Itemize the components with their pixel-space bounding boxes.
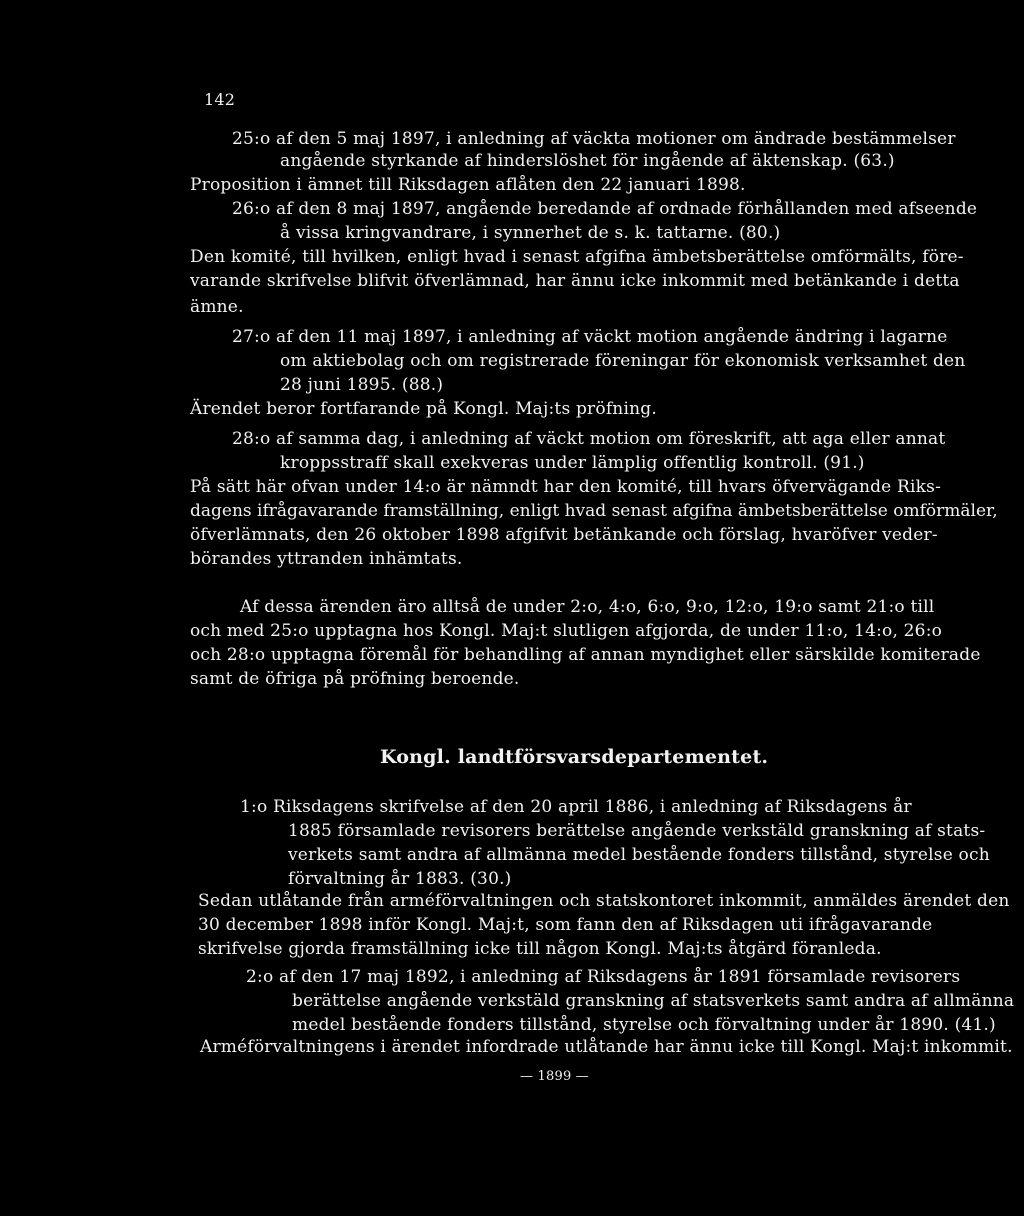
item-26-note-line-2: varande skrifvelse blifvit öfverlämnad, har ännu icke inkommit med betänkande i detta bbox=[190, 271, 960, 291]
section-item-1-line-3: verkets samt andra af allmänna medel bestående fonders tillstånd, styrelse och bbox=[288, 845, 990, 865]
summary-line-4: samt de öfriga på pröfning beroende. bbox=[190, 669, 520, 689]
page-number: 142 bbox=[204, 90, 236, 109]
item-27-line-1: 27:o af den 11 maj 1897, i anledning af väckt motion angående ändring i lagarne bbox=[232, 327, 948, 347]
summary-line-3: och 28:o upptagna föremål för behandling af annan myndighet eller särskilde komiterade bbox=[190, 645, 981, 665]
item-28-line-2: kroppsstraff skall exekveras under lämplig offentlig kontroll. (91.) bbox=[280, 453, 865, 473]
section-item-1-line-1: 1:o Riksdagens skrifvelse af den 20 april 1886, i anledning af Riksdagens år bbox=[240, 797, 912, 817]
item-26-line-2: å vissa kringvandrare, i synnerhet de s. k. tattarne. (80.) bbox=[280, 223, 781, 243]
section-item-1-note-line-3: skrifvelse gjorda framställning icke till någon Kongl. Maj:ts åtgärd föranleda. bbox=[198, 939, 882, 959]
item-26-line-1: 26:o af den 8 maj 1897, angående beredande af ordnade förhållanden med afseende bbox=[232, 199, 978, 219]
footer-year: — 1899 — bbox=[520, 1069, 589, 1084]
summary-line-2: och med 25:o upptagna hos Kongl. Maj:t slutligen afgjorda, de under 11:o, 14:o, 26:o bbox=[190, 621, 943, 641]
section-item-1-note-line-1: Sedan utlåtande från arméförvaltningen och statskontoret inkommit, anmäldes ärendet den bbox=[198, 891, 1010, 911]
section-item-1-line-2: 1885 församlade revisorers berättelse angående verkstäld granskning af stats- bbox=[288, 821, 986, 841]
section-item-1-line-4: förvaltning år 1883. (30.) bbox=[288, 869, 512, 889]
section-item-2-line-3: medel bestående fonders tillstånd, styrelse och förvaltning under år 1890. (41.) bbox=[292, 1015, 996, 1035]
item-28-line-1: 28:o af samma dag, i anledning af väckt motion om föreskrift, att aga eller annat bbox=[232, 429, 946, 449]
item-28-note-line-2: dagens ifrågavarande framställning, enligt hvad senast afgifna ämbetsberättelse omförmäler, bbox=[190, 501, 998, 521]
item-27-line-2: om aktiebolag och om registrerade föreningar för ekonomisk verksamhet den bbox=[280, 351, 966, 371]
item-28-note-line-3: öfverlämnats, den 26 oktober 1898 afgifvit betänkande och förslag, hvaröfver veder- bbox=[190, 525, 938, 545]
item-28-note-line-4: börandes yttranden inhämtats. bbox=[190, 549, 463, 569]
item-25-line-1: 25:o af den 5 maj 1897, i anledning af väckta motioner om ändrade bestämmelser bbox=[232, 129, 956, 149]
item-27-note: Ärendet beror fortfarande på Kongl. Maj:ts pröfning. bbox=[190, 399, 657, 419]
item-27-line-3: 28 juni 1895. (88.) bbox=[280, 375, 444, 395]
section-item-2-line-2: berättelse angående verkstäld granskning af statsverkets samt andra af allmänna bbox=[292, 991, 1015, 1011]
section-item-1-note-line-2: 30 december 1898 inför Kongl. Maj:t, som fann den af Riksdagen uti ifrågavarande bbox=[198, 915, 933, 935]
item-25-line-2: angående styrkande af hinderslöshet för ingående af äktenskap. (63.) bbox=[280, 151, 895, 171]
summary-line-1: Af dessa ärenden äro alltså de under 2:o, 4:o, 6:o, 9:o, 12:o, 19:o samt 21:o till bbox=[240, 597, 935, 617]
item-25-note: Proposition i ämnet till Riksdagen aflåten den 22 januari 1898. bbox=[190, 175, 746, 195]
item-26-note-line-3: ämne. bbox=[190, 297, 244, 317]
section-item-2-note: Arméförvaltningens i ärendet infordrade utlåtande har ännu icke till Kongl. Maj:t inkommit. bbox=[200, 1037, 1013, 1057]
item-26-note-line-1: Den komité, till hvilken, enligt hvad i senast afgifna ämbetsberättelse omförmälts, före- bbox=[190, 247, 964, 267]
item-28-note-line-1: På sätt här ofvan under 14:o är nämndt har den komité, till hvars öfvervägande Riks- bbox=[190, 477, 942, 497]
section-item-2-line-1: 2:o af den 17 maj 1892, i anledning af Riksdagens år 1891 församlade revisorers bbox=[246, 967, 961, 987]
section-heading: Kongl. landtförsvarsdepartementet. bbox=[380, 746, 769, 768]
